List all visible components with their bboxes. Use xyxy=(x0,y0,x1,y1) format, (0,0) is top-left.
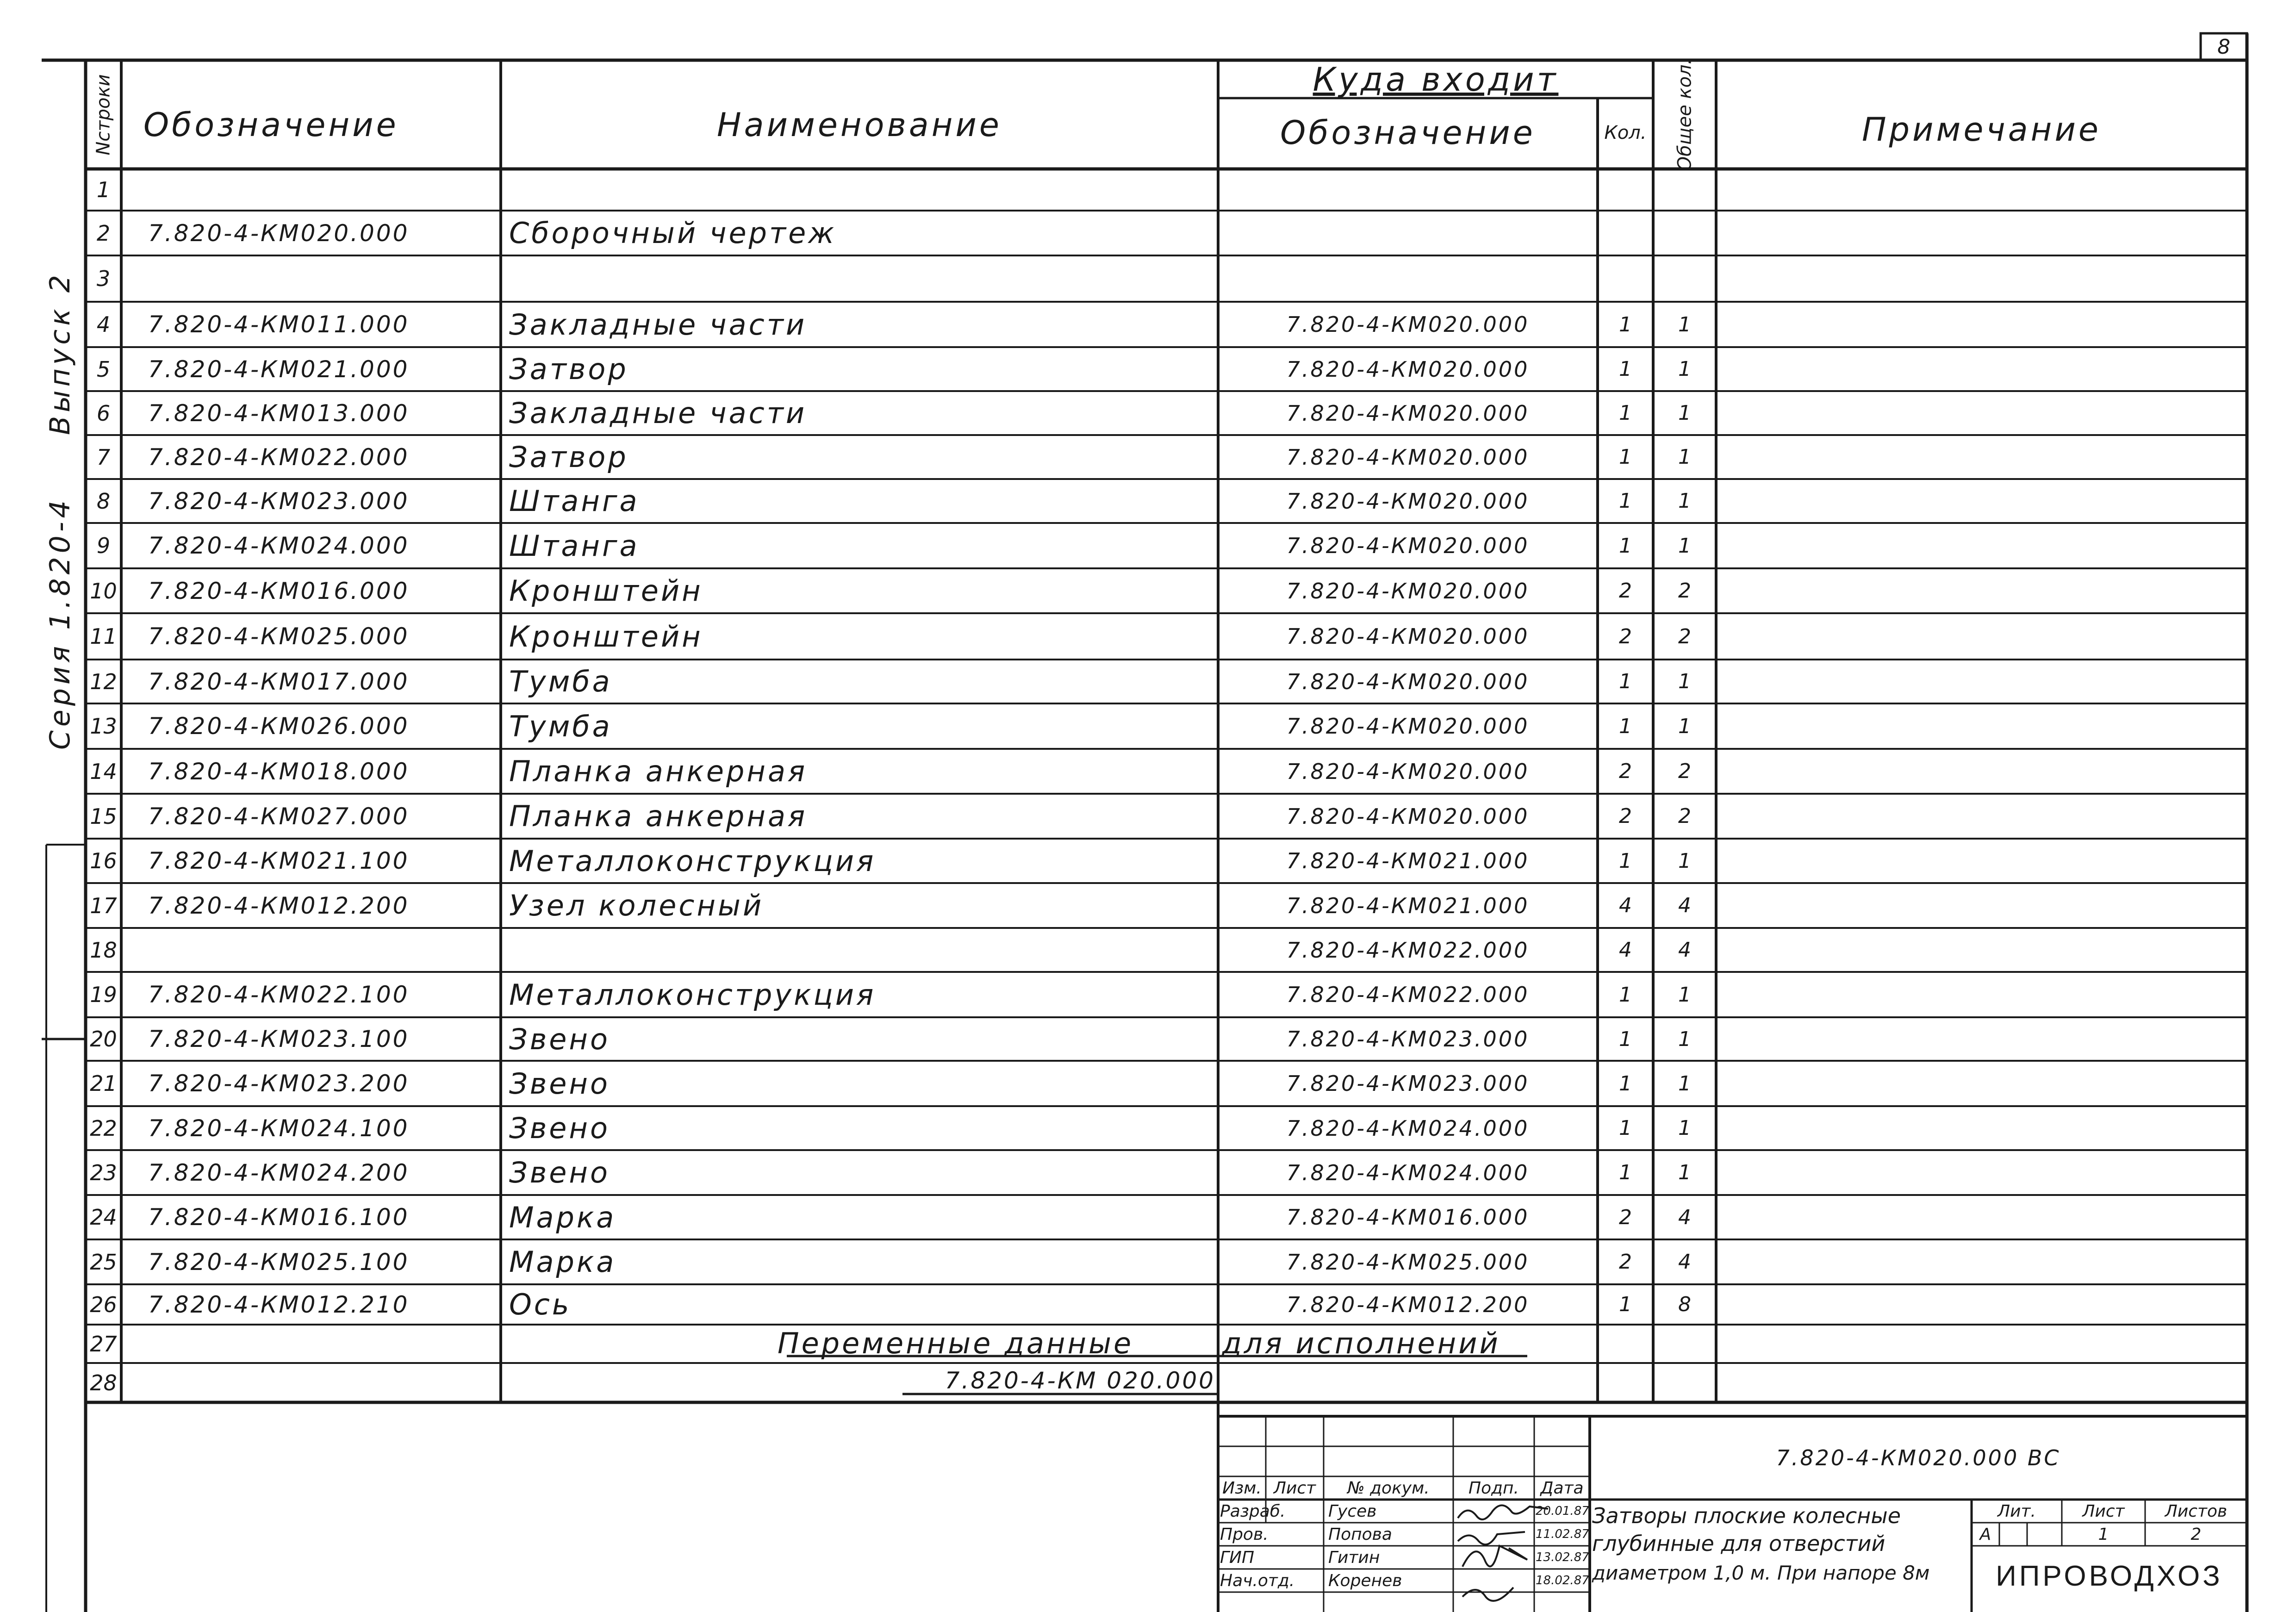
row-parent: 7.820-4-КМ020.000 xyxy=(1286,759,1530,784)
header-qty: Кол. xyxy=(1604,122,1647,143)
row-number: 2 xyxy=(96,220,111,246)
title-line-3: диаметром 1,0 м. При напоре 8м xyxy=(1592,1561,1930,1584)
row-number: 23 xyxy=(90,1160,117,1185)
row-designation: 7.820-4-КМ022.100 xyxy=(148,981,410,1008)
row-qty: 1 xyxy=(1619,489,1632,513)
row-parent: 7.820-4-КМ023.000 xyxy=(1286,1071,1530,1096)
row-designation: 7.820-4-КМ027.000 xyxy=(148,803,410,830)
row-total: 4 xyxy=(1678,1250,1691,1274)
row-name: Марка xyxy=(509,1200,616,1234)
row-name: Тумба xyxy=(509,665,612,698)
header-note: Примечание xyxy=(1861,111,2102,149)
row-name: Планка анкерная xyxy=(509,799,808,833)
row-total: 1 xyxy=(1678,489,1691,513)
row-parent: 7.820-4-КМ020.000 xyxy=(1286,578,1530,604)
row-name: Звено xyxy=(509,1022,610,1056)
row-name: Штанга xyxy=(509,529,640,563)
row-parent xyxy=(1218,211,1598,255)
row-designation: 7.820-4-КМ022.000 xyxy=(148,443,410,471)
variable-data-label-left: Переменные данные xyxy=(778,1326,1134,1360)
row-number: 22 xyxy=(90,1115,117,1141)
row-parent: 7.820-4-КМ021.000 xyxy=(1286,848,1530,873)
row-total: 1 xyxy=(1678,849,1691,873)
row-qty: 4 xyxy=(1619,938,1632,962)
tb-col-date: Дата xyxy=(1540,1478,1584,1498)
row-total: 1 xyxy=(1678,670,1691,693)
tb-sheets-label: Листов xyxy=(2165,1501,2228,1521)
row-designation xyxy=(148,1325,500,1363)
row-name: Марка xyxy=(509,1245,616,1279)
row-total: 1 xyxy=(1678,1071,1691,1095)
row-total: 1 xyxy=(1678,357,1691,381)
row-number: 10 xyxy=(90,578,117,604)
row-qty: 1 xyxy=(1619,849,1632,873)
row-parent: 7.820-4-КМ020.000 xyxy=(1286,444,1530,470)
row-designation: 7.820-4-КМ016.000 xyxy=(148,577,410,604)
row-total: 2 xyxy=(1678,804,1691,828)
row-parent: 7.820-4-КМ020.000 xyxy=(1286,624,1530,649)
row-designation xyxy=(148,169,500,211)
row-total: 1 xyxy=(1678,714,1691,738)
row-number: 14 xyxy=(90,759,117,784)
tb-lit-label: Лит. xyxy=(1997,1501,2036,1521)
row-designation: 7.820-4-КМ021.000 xyxy=(148,355,410,383)
row-number: 19 xyxy=(90,982,117,1007)
row-designation xyxy=(148,255,500,302)
row-designation: 7.820-4-КМ012.200 xyxy=(148,892,410,919)
header-row-no: Nстроки xyxy=(93,74,114,156)
row-number: 12 xyxy=(90,669,117,694)
row-qty: 1 xyxy=(1619,983,1632,1007)
row-qty: 2 xyxy=(1619,759,1632,783)
tb-role: ГИП xyxy=(1220,1548,1255,1567)
row-name: Звено xyxy=(509,1156,610,1189)
title-doc-code: 7.820-4-КМ020.000 ВС xyxy=(1776,1445,2061,1470)
header-where-designation: Обозначение xyxy=(1280,114,1536,152)
side-series: Серия 1.820-4 xyxy=(44,497,76,750)
row-total: 4 xyxy=(1678,1205,1691,1229)
row-number: 25 xyxy=(90,1249,117,1275)
row-designation: 7.820-4-КМ011.000 xyxy=(148,311,410,338)
row-qty: 1 xyxy=(1619,401,1632,425)
row-name: Сборочный чертеж xyxy=(509,216,837,250)
row-number: 7 xyxy=(96,444,111,470)
row-parent: 7.820-4-КМ016.000 xyxy=(1286,1205,1530,1230)
row-total xyxy=(1653,169,1716,211)
row-qty xyxy=(1598,1325,1653,1363)
row-number: 5 xyxy=(96,356,111,382)
row-name: Кронштейн xyxy=(509,619,703,654)
row-number: 28 xyxy=(90,1370,117,1395)
row-total xyxy=(1653,1325,1716,1363)
row-parent: 7.820-4-КМ024.000 xyxy=(1286,1160,1530,1185)
row-name: Звено xyxy=(509,1066,610,1101)
row-qty: 1 xyxy=(1619,312,1632,336)
row-designation: 7.820-4-КМ024.200 xyxy=(148,1159,410,1186)
row-total: 1 xyxy=(1678,534,1691,558)
tb-date: 13.02.87 xyxy=(1536,1550,1589,1564)
row-name: Узел колесный xyxy=(509,889,764,922)
tb-col-doc: № докум. xyxy=(1347,1478,1430,1498)
row-qty: 2 xyxy=(1619,1205,1632,1229)
row-qty: 1 xyxy=(1619,1071,1632,1095)
tb-person: Гусев xyxy=(1328,1501,1377,1521)
row-number: 15 xyxy=(90,803,117,829)
row-qty: 1 xyxy=(1619,1161,1632,1184)
row-number: 26 xyxy=(90,1292,117,1317)
row-qty: 2 xyxy=(1619,579,1632,603)
variable-data-label-right: для исполнений xyxy=(1222,1326,1500,1360)
row-number: 24 xyxy=(90,1205,117,1230)
row-parent: 7.820-4-КМ012.200 xyxy=(1286,1292,1530,1317)
variable-data-code: 7.820-4-КМ 020.000 xyxy=(945,1367,1215,1394)
row-number: 27 xyxy=(90,1331,117,1357)
row-total: 1 xyxy=(1678,312,1691,336)
row-name xyxy=(509,169,1217,211)
row-parent: 7.820-4-КМ024.000 xyxy=(1286,1115,1530,1141)
row-qty: 2 xyxy=(1619,1250,1632,1274)
tb-col-change: Изм. xyxy=(1222,1478,1262,1498)
row-parent xyxy=(1218,1363,1598,1402)
row-qty xyxy=(1598,255,1653,302)
row-designation: 7.820-4-КМ024.100 xyxy=(148,1114,410,1142)
row-total: 1 xyxy=(1678,401,1691,425)
side-issue: Выпуск 2 xyxy=(44,271,76,435)
row-qty xyxy=(1598,169,1653,211)
row-total xyxy=(1653,211,1716,255)
row-qty: 2 xyxy=(1619,624,1632,648)
row-number: 17 xyxy=(90,893,117,918)
row-total: 2 xyxy=(1678,579,1691,603)
title-line-1: Затворы плоские колесные xyxy=(1592,1503,1901,1528)
row-total xyxy=(1653,1363,1716,1402)
row-qty: 1 xyxy=(1619,1027,1632,1051)
row-designation: 7.820-4-КМ017.000 xyxy=(148,668,410,695)
row-number: 21 xyxy=(90,1071,117,1096)
tb-org: ИПРОВОДХОЗ xyxy=(1996,1560,2223,1592)
row-name: Ось xyxy=(509,1288,572,1321)
row-qty: 1 xyxy=(1619,714,1632,738)
row-name: Кронштейн xyxy=(509,574,703,608)
row-parent: 7.820-4-КМ023.000 xyxy=(1286,1027,1530,1052)
row-designation: 7.820-4-КМ026.000 xyxy=(148,713,410,740)
row-designation: 7.820-4-КМ013.000 xyxy=(148,399,410,427)
page-number: 8 xyxy=(2217,35,2230,59)
row-name: Металлоконструкция xyxy=(509,844,876,878)
title-line-2: глубинные для отверстий xyxy=(1592,1531,1885,1556)
row-parent: 7.820-4-КМ025.000 xyxy=(1286,1249,1530,1275)
tb-date: 18.02.87 xyxy=(1536,1574,1589,1587)
row-designation: 7.820-4-КМ025.100 xyxy=(148,1248,410,1276)
row-parent: 7.820-4-КМ022.000 xyxy=(1286,937,1530,963)
tb-sheets-value: 2 xyxy=(2190,1525,2202,1544)
tb-person: Попова xyxy=(1328,1525,1392,1544)
tb-role: Пров. xyxy=(1220,1525,1269,1544)
tb-date: 11.02.87 xyxy=(1536,1527,1589,1541)
row-parent: 7.820-4-КМ020.000 xyxy=(1286,488,1530,514)
tb-lit-value: А xyxy=(1979,1525,1991,1544)
row-number: 18 xyxy=(90,937,117,963)
row-number: 20 xyxy=(90,1027,117,1052)
row-qty: 2 xyxy=(1619,804,1632,828)
row-number: 8 xyxy=(96,488,111,514)
row-number: 4 xyxy=(96,312,111,337)
row-number: 6 xyxy=(96,400,111,426)
row-qty: 1 xyxy=(1619,1293,1632,1316)
row-designation: 7.820-4-КМ025.000 xyxy=(148,623,410,650)
row-qty: 1 xyxy=(1619,534,1632,558)
row-total: 4 xyxy=(1678,938,1691,962)
row-designation: 7.820-4-КМ023.200 xyxy=(148,1070,410,1097)
row-qty: 1 xyxy=(1619,445,1632,469)
tb-role: Разраб. xyxy=(1220,1501,1286,1521)
header-where-used: Куда входит xyxy=(1313,61,1559,99)
header-total-qty: Общее кол. xyxy=(1674,58,1695,171)
row-total xyxy=(1653,255,1716,302)
tb-person: Гитин xyxy=(1328,1548,1380,1567)
row-number: 13 xyxy=(90,714,117,739)
row-name: Затвор xyxy=(509,352,628,386)
row-total: 1 xyxy=(1678,1027,1691,1051)
row-name: Закладные части xyxy=(509,307,807,342)
row-designation: 7.820-4-КМ018.000 xyxy=(148,758,410,785)
row-qty xyxy=(1598,1363,1653,1402)
row-parent: 7.820-4-КМ020.000 xyxy=(1286,669,1530,694)
row-designation xyxy=(148,1363,500,1402)
row-number: 16 xyxy=(90,848,117,873)
row-total: 8 xyxy=(1678,1293,1691,1316)
row-parent: 7.820-4-КМ022.000 xyxy=(1286,982,1530,1007)
row-number: 9 xyxy=(96,533,111,558)
row-qty: 1 xyxy=(1619,357,1632,381)
header-name: Наименование xyxy=(717,106,1002,144)
row-name xyxy=(509,255,1217,302)
row-designation: 7.820-4-КМ021.100 xyxy=(148,847,410,874)
row-parent xyxy=(1218,255,1598,302)
row-name: Звено xyxy=(509,1111,610,1145)
row-total: 1 xyxy=(1678,983,1691,1007)
row-name: Закладные части xyxy=(509,396,807,430)
row-parent: 7.820-4-КМ020.000 xyxy=(1286,312,1530,337)
row-number: 3 xyxy=(96,266,111,291)
row-qty: 1 xyxy=(1619,1116,1632,1140)
row-parent: 7.820-4-КМ020.000 xyxy=(1286,803,1530,829)
row-parent: 7.820-4-КМ020.000 xyxy=(1286,714,1530,739)
row-designation: 7.820-4-КМ023.000 xyxy=(148,487,410,515)
row-name: Металлоконструкция xyxy=(509,977,876,1012)
row-total: 2 xyxy=(1678,624,1691,648)
row-parent xyxy=(1218,169,1598,211)
header-designation: Обозначение xyxy=(143,106,399,144)
row-designation xyxy=(148,928,500,972)
tb-person: Коренев xyxy=(1328,1571,1402,1590)
tb-role: Нач.отд. xyxy=(1220,1571,1295,1590)
row-designation: 7.820-4-КМ020.000 xyxy=(148,219,410,247)
row-total: 2 xyxy=(1678,759,1691,783)
row-designation: 7.820-4-КМ012.210 xyxy=(148,1291,410,1318)
row-name: Тумба xyxy=(509,709,612,743)
row-designation: 7.820-4-КМ023.100 xyxy=(148,1026,410,1052)
tb-sheet-value: 1 xyxy=(2098,1525,2109,1544)
row-parent: 7.820-4-КМ020.000 xyxy=(1286,400,1530,426)
tb-col-sign: Подп. xyxy=(1468,1478,1519,1498)
row-parent: 7.820-4-КМ020.000 xyxy=(1286,533,1530,558)
row-qty xyxy=(1598,211,1653,255)
row-number: 1 xyxy=(96,177,111,202)
row-name: Штанга xyxy=(509,484,640,518)
row-total: 1 xyxy=(1678,1161,1691,1184)
row-name xyxy=(509,928,1217,972)
row-designation: 7.820-4-КМ024.000 xyxy=(148,532,410,559)
row-qty: 4 xyxy=(1619,894,1632,917)
row-parent: 7.820-4-КМ020.000 xyxy=(1286,356,1530,382)
row-total: 1 xyxy=(1678,1116,1691,1140)
row-qty: 1 xyxy=(1619,670,1632,693)
tb-date: 20.01.87 xyxy=(1536,1504,1589,1518)
row-parent: 7.820-4-КМ021.000 xyxy=(1286,893,1530,918)
tb-col-sheet: Лист xyxy=(1273,1478,1316,1498)
row-name: Планка анкерная xyxy=(509,754,808,788)
tb-sheet-label: Лист xyxy=(2082,1501,2125,1521)
row-designation: 7.820-4-КМ016.100 xyxy=(148,1204,410,1231)
row-number: 11 xyxy=(90,624,117,649)
row-name: Затвор xyxy=(509,440,628,474)
row-total: 1 xyxy=(1678,445,1691,469)
row-total: 4 xyxy=(1678,894,1691,917)
